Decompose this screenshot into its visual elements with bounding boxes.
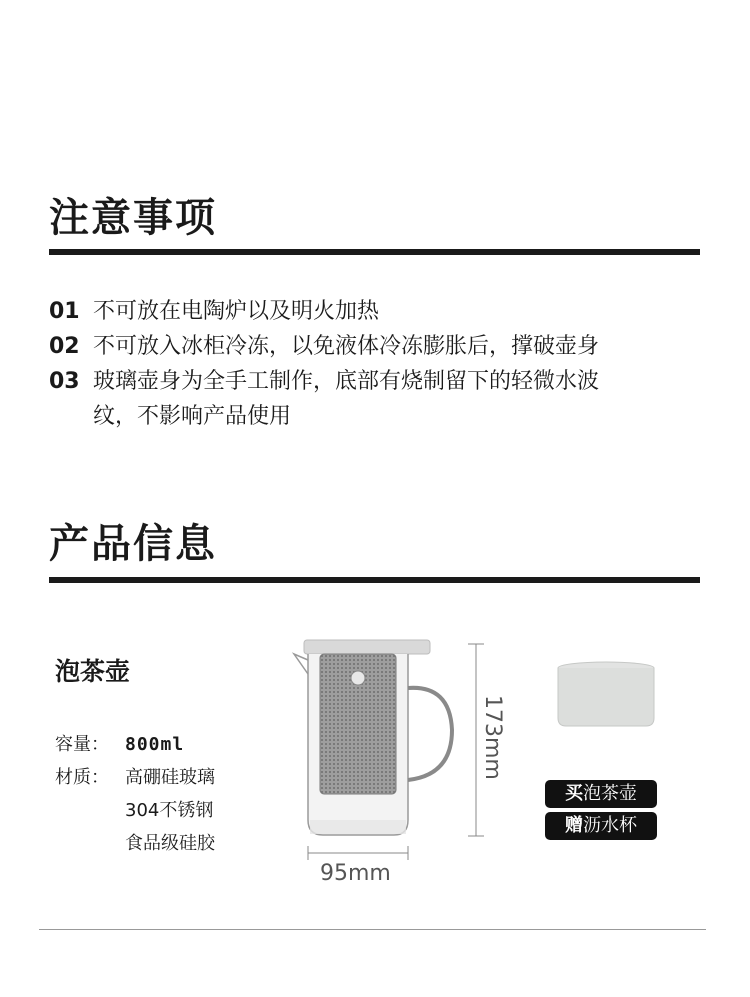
note-text: 玻璃壶身为全手工制作，底部有烧制留下的轻微水波 bbox=[93, 369, 600, 394]
material-label: 材质： bbox=[55, 767, 109, 788]
spec-material bbox=[55, 761, 295, 794]
note-text: 不可放入冰柜冷冻，以免液体冷冻膨胀后，撑破壶身 bbox=[93, 334, 600, 359]
note-number: 02 bbox=[49, 334, 80, 359]
footer-divider bbox=[39, 929, 706, 930]
spec-capacity bbox=[55, 728, 295, 761]
capacity-value: 800ml bbox=[125, 734, 185, 755]
capacity-label: 容量： bbox=[55, 734, 109, 755]
badge-tag: 买 bbox=[565, 783, 583, 804]
infuser-knob bbox=[351, 671, 365, 685]
notes-section-title: 注意事项 bbox=[49, 195, 217, 241]
note-item bbox=[49, 364, 719, 399]
note-item bbox=[49, 294, 719, 329]
width-label: 95mm bbox=[320, 861, 391, 886]
note-number: 01 bbox=[49, 299, 80, 324]
height-label: 173mm bbox=[480, 695, 505, 780]
product-specs bbox=[55, 728, 295, 860]
teapot-spout bbox=[294, 654, 308, 674]
buy-badge bbox=[545, 780, 657, 808]
note-continuation: 纹，不影响产品使用 bbox=[93, 404, 292, 429]
teapot-lid bbox=[304, 640, 430, 654]
note-number: 03 bbox=[49, 369, 80, 394]
material-item: 304不锈钢 bbox=[125, 800, 214, 821]
material-item: 高硼硅玻璃 bbox=[125, 767, 215, 788]
teapot-handle bbox=[408, 688, 452, 780]
badge-text: 沥水杯 bbox=[583, 815, 637, 836]
material-item: 食品级硅胶 bbox=[125, 833, 215, 854]
product-name: 泡茶壶 bbox=[55, 657, 131, 686]
section-divider bbox=[49, 249, 700, 255]
badge-text: 泡茶壶 bbox=[583, 783, 637, 804]
notes-list bbox=[49, 294, 719, 434]
section-divider bbox=[49, 577, 700, 583]
note-item bbox=[49, 329, 719, 364]
drain-cup-illustration bbox=[553, 660, 659, 730]
note-text: 不可放在电陶炉以及明火加热 bbox=[93, 299, 380, 324]
glass-base bbox=[310, 820, 406, 834]
info-section-title: 产品信息 bbox=[49, 521, 217, 567]
gift-badge bbox=[545, 812, 657, 840]
badge-tag: 赠 bbox=[565, 815, 583, 836]
